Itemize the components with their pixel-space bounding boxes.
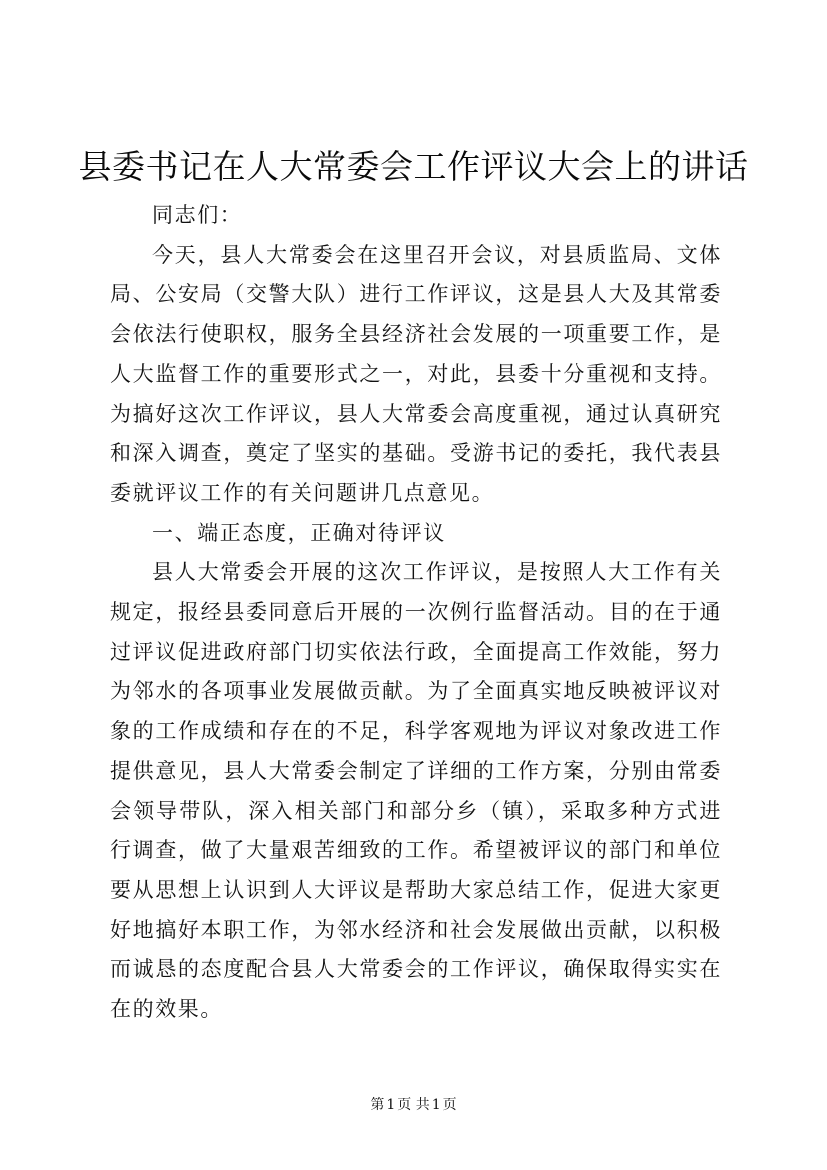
salutation-paragraph: 同志们：	[152, 203, 243, 227]
document-title: 县委书记在人大常委会工作评议大会上的讲话	[78, 147, 749, 186]
section-paragraph: 县人大常委会开展的这次工作评议，是按照人大工作有关规定，报经县委同意后开展的一次例行监督活动。目的在于通过评议促进政府部门切实依法行政，全面提高工作效能，努力为邻水的各项事业发展做贡献。为了全面真实地反映被评议对象的工作成绩和存在的不足，科学客观地为评议对象改进工作提供意见，县人大常委会制定了详细的工作方案，分别由常委会领导带队，深入相关部门和部分乡（镇），采取多种方式进行调查，做了大量艰苦细致的工作。希望被评议的部门和单位要从思想上认识到人大评议是帮助大家总结工作，促进大家更好地搞好本职工作，为邻水经济和社会发展做出贡献，以积极而诚恳的态度配合县人大常委会的工作评议，确保取得实实在在的效果。	[110, 560, 722, 1022]
section-heading: 一、端正态度，正确对待评议	[152, 520, 446, 545]
document-body	[110, 196, 722, 1030]
current-page-number: 1	[386, 1097, 396, 1113]
page-label-prefix: 第	[370, 1097, 385, 1113]
total-page-number: 1	[431, 1097, 441, 1113]
page-label-mid: 页 共	[397, 1097, 430, 1113]
page-footer	[0, 1095, 827, 1115]
page-label-suffix: 页	[442, 1097, 457, 1113]
intro-paragraph: 今天，县人大常委会在这里召开会议，对县质监局、文体局、公安局（交警大队）进行工作评议，这是县人大及其常委会依法行使职权，服务全县经济社会发展的一项重要工作，是人大监督工作的重要形式之一，对此，县委十分重视和支持。为搞好这次工作评议，县人大常委会高度重视，通过认真研究和深入调查，奠定了坚实的基础。受游书记的委托，我代表县委就评议工作的有关问题讲几点意见。	[110, 242, 722, 505]
